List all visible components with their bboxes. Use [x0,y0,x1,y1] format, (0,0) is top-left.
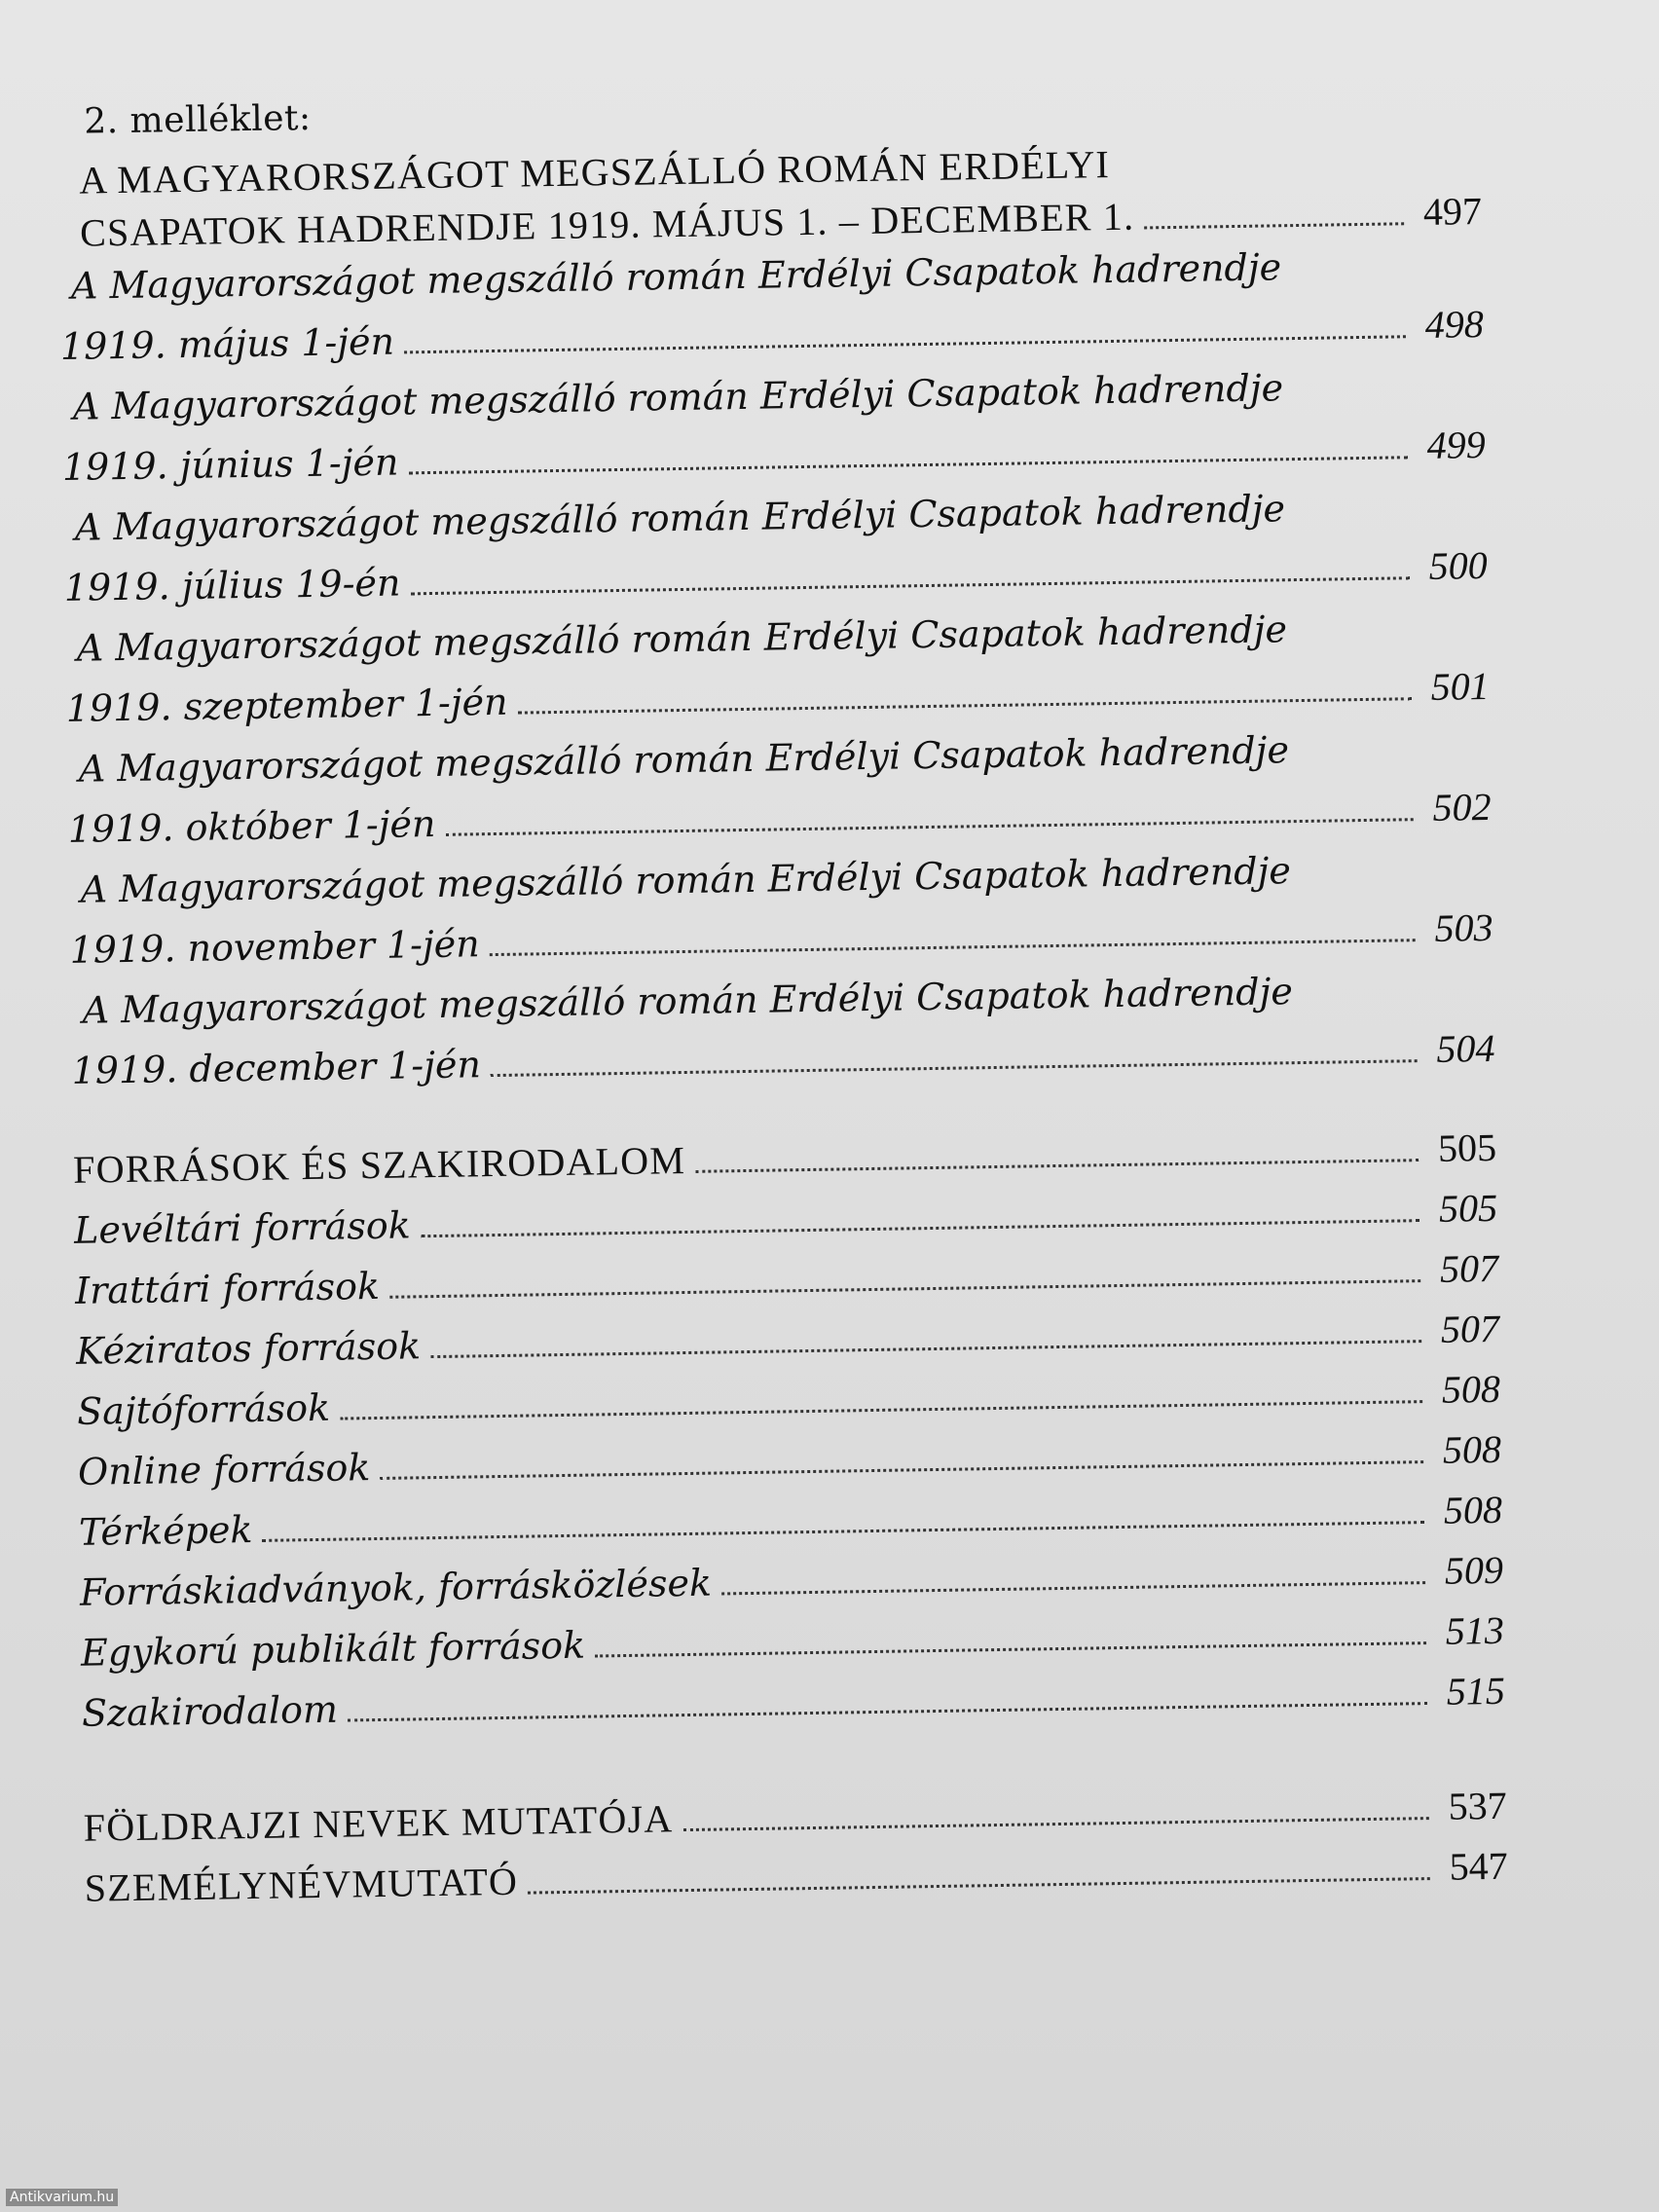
dot-leader [1144,221,1404,229]
sub-entry-date: 1919. május 1-jén [59,319,395,368]
dot-leader [409,455,1408,474]
dot-leader [490,938,1416,956]
dot-leader [595,1641,1426,1657]
sub-entry-title: A Magyarországot megszálló román Erdélyi Csapatok hadrendje [72,366,1284,428]
dot-leader [411,575,1410,595]
toc-sub-entry [70,958,1495,1101]
sub-entry-date: 1919. december 1-jén [71,1043,482,1092]
dot-leader [518,696,1412,714]
toc-sub-entry [64,596,1490,739]
sub-entry-date: 1919. szeptember 1-jén [65,680,508,730]
toc-sub-entry [66,717,1492,860]
page-number: 505 [1438,1185,1498,1231]
page-number: 508 [1442,1426,1502,1472]
sub-entry-title: A Magyarországot megszálló román Erdélyi Csapatok hadrendje [78,728,1290,791]
page-number: 547 [1449,1843,1508,1889]
dot-leader [263,1520,1425,1542]
dot-leader [721,1580,1425,1595]
dot-leader [682,1816,1428,1831]
sources-item-label: Térképek [78,1508,253,1554]
sub-entry-date: 1919. november 1-jén [69,922,481,972]
sub-entry-date: 1919. július 19-én [63,561,401,609]
sub-entry-title: A Magyarországot megszálló román Erdélyi Csapatok hadrendje [70,245,1282,308]
sub-entry-date: 1919. október 1-jén [67,801,436,851]
page-number: 498 [1424,302,1485,347]
page-number: 497 [1422,189,1483,234]
page-number: 502 [1432,784,1492,830]
index-label: SZEMÉLYNÉVMUTATÓ [84,1859,519,1910]
page-number: 508 [1443,1487,1503,1532]
page-number: 500 [1428,542,1489,588]
sources-item-label: Forráskiadványok, forrásközlések [79,1561,713,1614]
sub-entry-date: 1919. június 1-jén [61,440,399,489]
page-number: 507 [1440,1306,1500,1351]
toc-sub-entry [58,234,1484,377]
sources-title: FORRÁSOK ÉS SZAKIRODALOM [72,1137,686,1192]
dot-leader [491,1058,1418,1077]
sources-item-label: Sajtóforrások [76,1385,331,1433]
page-number: 537 [1448,1783,1508,1828]
sources-item-label: Levéltári források [73,1203,412,1252]
dot-leader [348,1701,1427,1721]
dot-leader [695,1158,1419,1173]
page-number: 499 [1426,422,1487,467]
main-title-line2: CSAPATOK HADRENDJE 1919. MÁJUS 1. – DECEMBER 1. [79,194,1135,255]
toc-sub-entry [60,354,1486,498]
sub-entry-title: A Magyarországot megszálló román Erdélyi Csapatok hadrendje [80,849,1292,911]
page-number: 501 [1430,663,1490,709]
sources-item-label: Irattári források [74,1264,381,1312]
dot-leader [381,1459,1424,1480]
page-number: 504 [1436,1025,1495,1071]
dot-leader [340,1399,1422,1419]
sub-entries [58,234,1494,1101]
sources-section [73,1118,1506,1744]
dot-leader [389,1278,1420,1299]
page-number: 513 [1445,1607,1505,1653]
main-title-line1: A MAGYARORSZÁGOT MEGSZÁLLÓ ROMÁN ERDÉLYI [78,142,1111,203]
sources-item-label: Egykorú publikált források [80,1623,586,1675]
page-number: 507 [1439,1245,1499,1291]
sources-item-label: Kéziratos források [75,1324,422,1373]
sources-item-label: Szakirodalom [81,1687,339,1735]
toc-sub-entry [68,837,1493,980]
dot-leader [421,1218,1419,1237]
page-number: 508 [1441,1366,1501,1412]
sources-item-label: Online források [77,1446,371,1493]
toc-sub-entry [62,475,1488,618]
dot-leader [446,817,1414,836]
dot-leader [528,1876,1430,1895]
page-number: 505 [1437,1124,1497,1170]
page-number: 509 [1444,1547,1504,1593]
dot-leader [404,334,1406,353]
sub-entry-title: A Magyarországot megszálló román Erdélyi Csapatok hadrendje [74,487,1286,549]
page-number: 503 [1434,904,1493,950]
page-number: 515 [1446,1668,1506,1714]
attachment-label: 2. melléklet: [83,97,312,142]
table-of-contents [56,80,1508,1919]
index-label: FÖLDRAJZI NEVEK MUTATÓJA [83,1796,674,1850]
sub-entry-title: A Magyarországot megszálló román Erdélyi Csapatok hadrendje [76,608,1288,670]
indexes-section [83,1776,1508,1919]
sub-entry-title: A Magyarországot megszálló román Erdélyi Csapatok hadrendje [82,970,1294,1032]
watermark: Antikvarium.hu [6,2189,118,2206]
dot-leader [430,1339,1421,1358]
